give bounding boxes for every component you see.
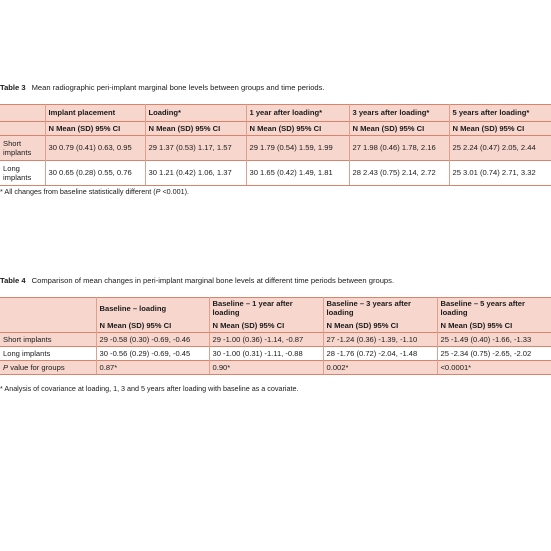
table4-pvalue-label-p: P (3, 362, 9, 372)
table3-subheader-row (0, 122, 551, 136)
table3-cell: 30 0.65 (0.28) 0.55, 0.76 (45, 161, 145, 186)
table4-header-baseline-5-years: Baseline – 5 years after loading (437, 298, 551, 319)
table4-corner-cell (0, 298, 96, 319)
table3-cell: 27 1.98 (0.46) 1.78, 2.16 (349, 136, 449, 161)
table-row (0, 136, 551, 161)
table4-row-label-long: Long implants (0, 347, 96, 361)
table4-subheader-row (0, 319, 551, 333)
table3-footnote (0, 187, 189, 197)
table3-caption-text: Mean radiographic peri-implant marginal bone levels between groups and time periods. (31, 83, 325, 92)
table3-cell: 30 0.79 (0.41) 0.63, 0.95 (45, 136, 145, 161)
table3-row-label-short: Short implants (0, 136, 45, 161)
table3-cell: 25 3.01 (0.74) 2.71, 3.32 (449, 161, 551, 186)
table4-pvalue-label (0, 361, 96, 375)
table3-header-row (0, 105, 551, 122)
table4-header-baseline-1-year: Baseline – 1 year after loading (209, 298, 323, 319)
table-row (0, 347, 551, 361)
table3-caption (0, 83, 325, 93)
table3-subheader: N Mean (SD) 95% CI (349, 122, 449, 136)
table3-cell: 25 2.24 (0.47) 2.05, 2.44 (449, 136, 551, 161)
table4-cell: 29 -0.58 (0.30) -0.69, -0.46 (96, 333, 209, 347)
table3-row-label-long: Long implants (0, 161, 45, 186)
table4 (0, 297, 551, 375)
table4-subheader: N Mean (SD) 95% CI (440, 320, 513, 330)
table4-cell: 30 -1.00 (0.31) -1.11, -0.88 (209, 347, 323, 361)
table4-pvalue: 0.002* (323, 361, 437, 375)
table3 (0, 104, 551, 186)
table4-subheader: N Mean (SD) 95% CI (209, 319, 323, 333)
table3-cell: 29 1.37 (0.53) 1.17, 1.57 (145, 136, 246, 161)
table3-header-implant-placement: Implant placement (45, 105, 145, 122)
table4-caption-text: Comparison of mean changes in peri-implant marginal bone levels at different time periods between groups. (31, 276, 395, 285)
table4-footnote: * Analysis of covariance at loading, 1, 3 and 5 years after loading with baseline as a covariate. (0, 384, 299, 393)
table4-caption-label: Table 4 (0, 276, 26, 285)
table4-pvalue: 0.90* (209, 361, 323, 375)
table3-corner-cell (0, 105, 45, 122)
table3-cell: 29 1.79 (0.54) 1.59, 1.99 (246, 136, 349, 161)
table-row (0, 161, 551, 186)
table3-header-5-years: 5 years after loading* (449, 105, 551, 122)
table3-cell: 28 2.43 (0.75) 2.14, 2.72 (349, 161, 449, 186)
table-row (0, 333, 551, 347)
table4-cell: 27 -1.24 (0.36) -1.39, -1.10 (323, 333, 437, 347)
table3-caption-label: Table 3 (0, 83, 26, 92)
table4-cell: 30 -0.56 (0.29) -0.69, -0.45 (96, 347, 209, 361)
table3-cell: 30 1.21 (0.42) 1.06, 1.37 (145, 161, 246, 186)
table4-cell: 28 -1.76 (0.72) -2.04, -1.48 (323, 347, 437, 361)
table3-subheader: N Mean (SD) 95% CI (246, 122, 349, 136)
table3-subheader: N Mean (SD) 95% CI (145, 122, 246, 136)
table4-header-baseline-3-years: Baseline – 3 years after loading (323, 298, 437, 319)
table3-footnote-prefix: * All changes from baseline statistically different ( (0, 187, 156, 196)
table4-header-row (0, 298, 551, 319)
table4-cell: 25 -2.34 (0.75) -2.65, -2.02 (437, 347, 551, 361)
table3-header-1-year: 1 year after loading* (246, 105, 349, 122)
table-row (0, 361, 551, 375)
table4-row-label-short: Short implants (0, 333, 96, 347)
table4-pvalue: 0.87* (96, 361, 209, 375)
table4-subheader: N Mean (SD) 95% CI (96, 319, 209, 333)
table3-header-3-years: 3 years after loading* (349, 105, 449, 122)
table3-footnote-suffix: <0.001). (160, 187, 190, 196)
table4-caption (0, 276, 394, 286)
table4-header-baseline-loading: Baseline – loading (96, 298, 209, 319)
table3-header-loading: Loading* (145, 105, 246, 122)
table4-pvalue: <0.0001* (437, 361, 551, 375)
table4-cell: 29 -1.00 (0.36) -1.14, -0.87 (209, 333, 323, 347)
table4-pvalue-label-rest: value for groups (8, 362, 65, 372)
table4-cell: 25 -1.49 (0.40) -1.66, -1.33 (437, 333, 551, 347)
table3-subheader: N Mean (SD) 95% CI (45, 122, 145, 136)
table3-cell: 30 1.65 (0.42) 1.49, 1.81 (246, 161, 349, 186)
table3-subheader: N Mean (SD) 95% CI (449, 122, 551, 136)
table3-footnote-p: P (155, 187, 161, 196)
table4-subheader: N Mean (SD) 95% CI (323, 319, 437, 333)
